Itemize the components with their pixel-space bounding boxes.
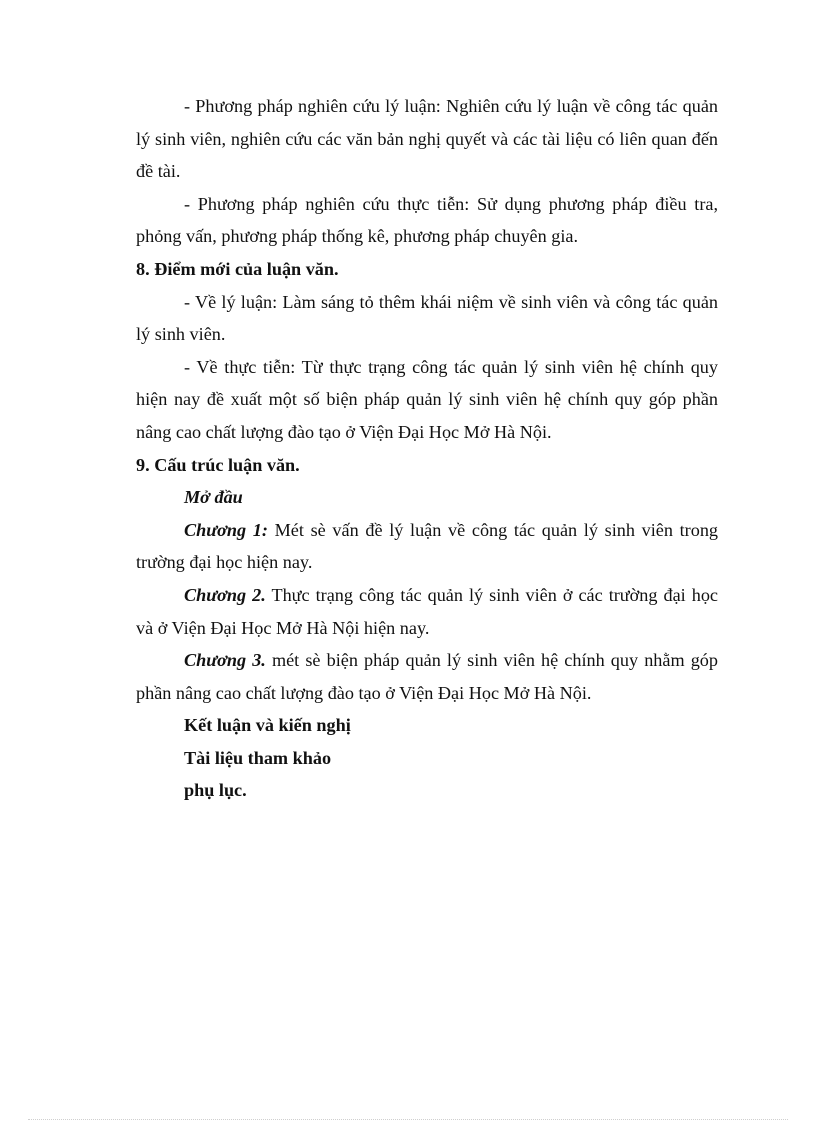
section-9-heading: 9. Cấu trúc luận văn. bbox=[136, 454, 300, 475]
chapter-2-text: Thực trạng công tác quản lý sinh viên ở các trường đại học và ở Viện Đại Học Mở Hà Nội hiện nay. bbox=[136, 584, 718, 638]
toc-chapter-2 bbox=[136, 579, 718, 644]
toc-references: Tài liệu tham khảo bbox=[184, 747, 332, 768]
method-theory-paragraph: - Phương pháp nghiên cứu lý luận: Nghiên cứu lý luận về công tác quản lý sinh viên, nghiên cứu các văn bản nghị quyết và các tài liệu có liên quan đến đề tài. bbox=[136, 96, 718, 182]
chapter-3-text: mét sè biện pháp quản lý sinh viên hệ chính quy nhằm góp phần nâng cao chất lượng đào tạo ở Viện Đại Học Mở Hà Nội. bbox=[136, 650, 718, 703]
novelty-practice-paragraph: - Về thực tiễn: Từ thực trạng công tác quản lý sinh viên hệ chính quy hiện nay đề xuất một số biện pháp quản lý sinh viên hệ chính quy góp phần nâng cao chất lượng đào tạo ở Viện Đại Học Mở Hà Nội. bbox=[136, 356, 718, 442]
toc-appendix: phụ lục. bbox=[184, 780, 247, 801]
chapter-1-text: Mét sè vấn đề lý luận về công tác quản lý sinh viên trong trường đại học hiện nay. bbox=[136, 519, 719, 573]
chapter-2-label: Chương 2. bbox=[184, 584, 266, 605]
section-8-heading: 8. Điểm mới của luận văn. bbox=[136, 258, 339, 279]
document-page bbox=[136, 90, 718, 807]
method-practice-paragraph: - Phương pháp nghiên cứu thực tiễn: Sử dụng phương pháp điều tra, phỏng vấn, phương pháp thống kê, phương pháp chuyên gia. bbox=[136, 193, 718, 247]
chapter-3-label: Chương 3. bbox=[184, 650, 266, 671]
chapter-1-label: Chương 1: bbox=[184, 519, 268, 540]
toc-conclusion: Kết luận và kiến nghị bbox=[184, 715, 351, 736]
toc-chapter-3 bbox=[136, 644, 718, 709]
toc-intro: Mở đầu bbox=[184, 487, 243, 508]
page-bottom-divider bbox=[28, 1119, 788, 1120]
toc-chapter-1 bbox=[136, 514, 718, 579]
novelty-theory-paragraph: - Về lý luận: Làm sáng tỏ thêm khái niệm về sinh viên và công tác quản lý sinh viên. bbox=[136, 291, 718, 345]
